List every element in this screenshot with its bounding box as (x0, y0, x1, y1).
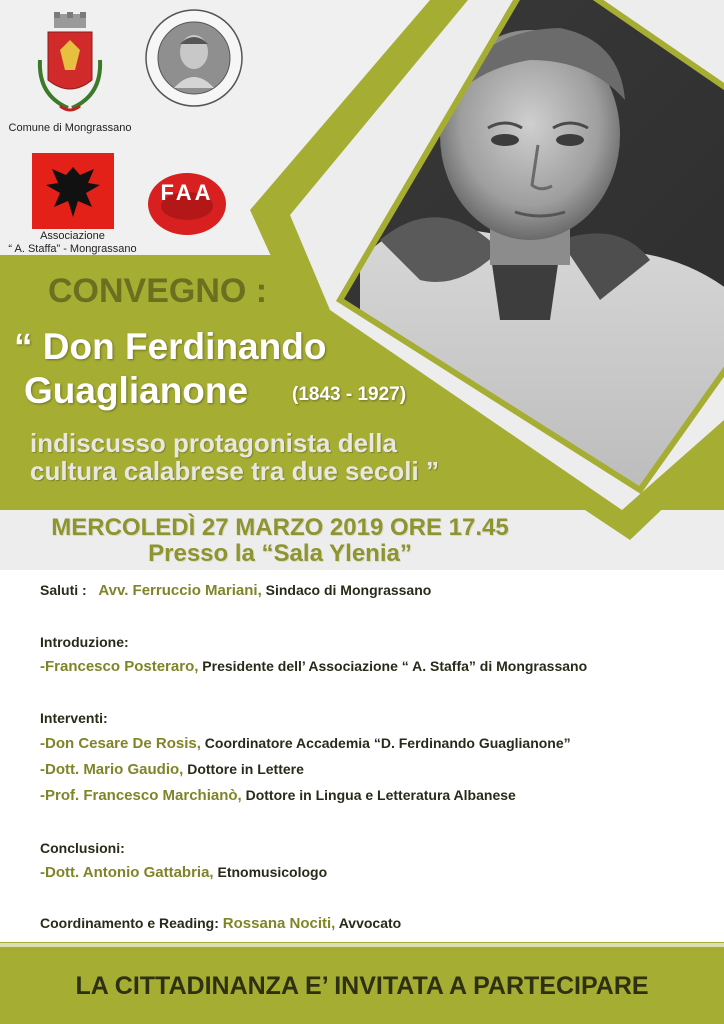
intervento-name: -Dott. Mario Gaudio, (40, 761, 184, 778)
coat-of-arms-icon (30, 10, 110, 118)
intervento-name: -Don Cesare De Rosis, (40, 735, 201, 752)
intervento-role: Dottore in Lettere (187, 761, 304, 777)
speaker-dates: (1843 - 1927) (292, 384, 407, 405)
conclusioni-role: Etnomusicologo (217, 864, 328, 880)
footer-divider (0, 943, 724, 947)
subtitle-line1: indiscusso protagonista della (30, 428, 397, 458)
conclusioni-line (40, 864, 327, 881)
event-date: MERCOLEDÌ 27 MARZO 2019 ORE 17.45 (51, 514, 509, 541)
intro-role: Presidente dell’ Associazione “ A. Staffa” di Mongrassano (202, 658, 588, 674)
intervento-line (40, 787, 516, 804)
academy-seal-icon (144, 8, 244, 108)
albanian-flag (32, 153, 114, 229)
event-venue: Presso la “Sala Ylenia” (148, 540, 412, 567)
speaker-name-line1: “ Don Ferdinando (14, 326, 327, 367)
intervento-line (40, 735, 571, 752)
intervento-line (40, 761, 304, 778)
comune-coat-of-arms (30, 10, 110, 118)
intervento-name: -Prof. Francesco Marchianò, (40, 787, 242, 804)
invitation-text: LA CITTADINANZA E’ INVITATA A PARTECIPARE (75, 972, 649, 1000)
interventi-label: Interventi: (40, 710, 108, 726)
conclusioni-label: Conclusioni: (40, 840, 125, 856)
convegno-heading: CONVEGNO : (48, 272, 268, 310)
faa-logo-text: FAA (160, 180, 214, 205)
double-headed-eagle-icon (32, 153, 114, 229)
speaker-name-line2: Guaglianone (24, 370, 249, 411)
coord-role: Avvocato (338, 915, 402, 931)
association-label-2: “ A. Staffa” - Mongrassano (8, 243, 137, 255)
saluti-line (40, 582, 431, 599)
coord-label: Coordinamento e Reading: (40, 915, 219, 931)
intervento-role: Dottore in Lingua e Letteratura Albanese (245, 787, 516, 803)
conclusioni-name: -Dott. Antonio Gattabria, (40, 864, 214, 881)
comune-label: Comune di Mongrassano (8, 122, 132, 134)
intro-name: -Francesco Posteraro, (40, 658, 199, 675)
saluti-label: Saluti : (40, 582, 87, 598)
intervento-role: Coordinatore Accademia “D. Ferdinando Guaglianone” (204, 735, 571, 751)
introduzione-label: Introduzione: (40, 634, 129, 650)
introduzione-line (40, 658, 587, 675)
subtitle-line2: cultura calabrese tra due secoli ” (30, 456, 439, 486)
saluti-role: Sindaco di Mongrassano (265, 582, 432, 598)
coord-name: Rossana Nociti, (222, 915, 336, 932)
academy-seal (144, 8, 244, 108)
association-label-1: Associazione (40, 230, 105, 242)
coordinamento-line (40, 915, 401, 932)
saluti-name: Avv. Ferruccio Mariani, (98, 582, 262, 599)
